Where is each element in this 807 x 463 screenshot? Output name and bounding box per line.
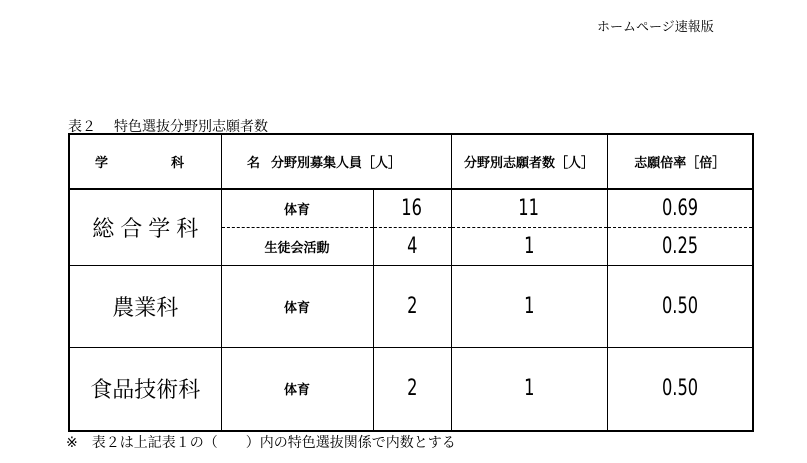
field-name: 体育	[221, 265, 373, 347]
field-name: 体育	[221, 347, 373, 431]
header-quota: 分野別募集人員［人］	[221, 134, 451, 189]
quota-value: 2	[373, 265, 451, 347]
quota-value: 4	[373, 227, 451, 265]
ratio-value: 0.69	[607, 189, 753, 227]
applicants-value: 1	[451, 265, 607, 347]
ratio-value: 0.50	[607, 265, 753, 347]
header-department: 学 科 名	[69, 134, 221, 189]
table-caption-number: 表２	[68, 119, 96, 135]
table-row	[69, 189, 753, 227]
header-applicants: 分野別志願者数［人］	[451, 134, 607, 189]
table-header-row	[69, 134, 753, 189]
table-row	[69, 265, 753, 347]
quota-value: 16	[373, 189, 451, 227]
table-row	[69, 347, 753, 431]
department-name: 食品技術科	[69, 347, 221, 431]
department-name: 農業科	[69, 265, 221, 347]
ratio-value: 0.50	[607, 347, 753, 431]
applicants-by-field-table	[68, 133, 754, 432]
field-name: 体育	[221, 189, 373, 227]
department-name: 総合学科	[69, 189, 221, 265]
header-ratio: 志願倍率［倍］	[607, 134, 753, 189]
table-caption-title: 特色選抜分野別志願者数	[114, 119, 268, 135]
edition-label: ホームページ速報版	[597, 20, 714, 35]
applicants-value: 1	[451, 347, 607, 431]
ratio-value: 0.25	[607, 227, 753, 265]
field-name: 生徒会活動	[221, 227, 373, 265]
applicants-value: 11	[451, 189, 607, 227]
applicants-value: 1	[451, 227, 607, 265]
quota-value: 2	[373, 347, 451, 431]
footnote: ※ 表２は上記表１の（ ）内の特色選抜関係で内数とする	[66, 435, 456, 451]
